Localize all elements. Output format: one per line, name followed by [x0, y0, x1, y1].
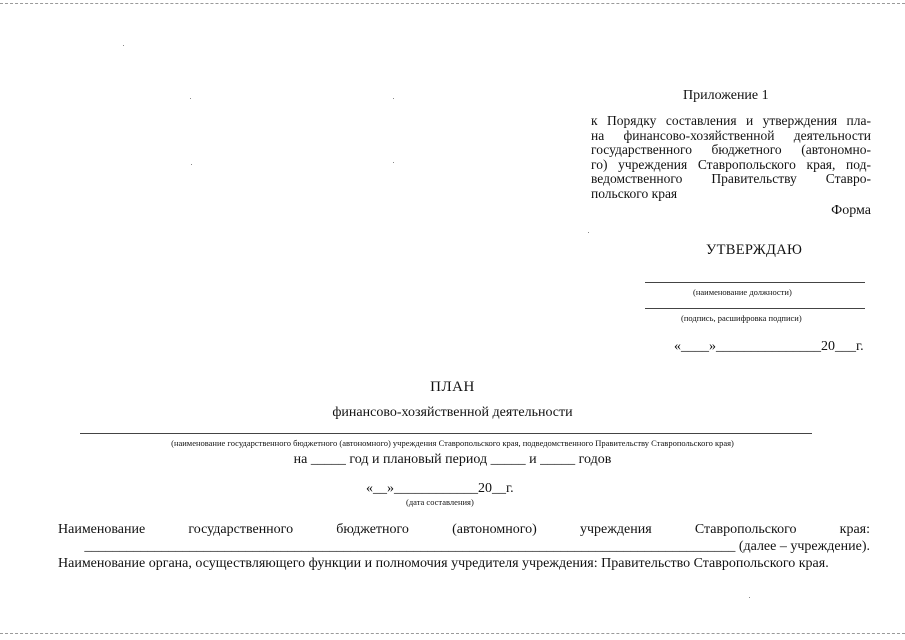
appendix-line: на финансово-хозяйственной деятельности — [591, 127, 871, 143]
compile-date-caption: (дата составления) — [406, 497, 474, 507]
appendix-line: го) учреждения Ставропольского края, под- — [591, 156, 871, 172]
appendix-line: к Порядку составления и утверждения пла- — [591, 113, 871, 128]
scan-speck — [393, 162, 394, 163]
position-caption: (наименование должности) — [693, 287, 792, 297]
scan-speck — [190, 98, 191, 99]
institution-name-label: Наименование государственного бюджетного (автономного) учреждения Ставропольского края: — [58, 522, 870, 537]
scan-edge-bottom — [0, 633, 905, 634]
scan-speck — [393, 98, 394, 99]
institution-line — [80, 433, 812, 434]
signature-caption: (подпись, расшифровка подписи) — [681, 313, 802, 323]
appendix-line: ведомственного Правительству Ставро- — [591, 171, 871, 186]
appendix-title: Приложение 1 — [683, 88, 769, 103]
scan-speck — [191, 164, 192, 165]
appendix-text — [591, 114, 871, 201]
form-label: Форма — [831, 203, 871, 218]
appendix-line: польского края — [591, 185, 678, 201]
scan-speck — [123, 45, 124, 46]
plan-title: ПЛАН — [430, 379, 475, 395]
founder-text: Наименование органа, осуществляющего функции и полномочия учредителя учреждения: Правительство Ставропольского края. — [58, 556, 829, 571]
compile-date: «__»____________20__г. — [366, 481, 514, 496]
plan-subtitle: финансово-хозяйственной деятельности — [332, 405, 573, 420]
plan-period: на _____ год и плановый период _____ и _____ годов — [293, 452, 612, 467]
position-line — [645, 282, 865, 283]
appendix-line: государственного бюджетного (автономно- — [591, 142, 871, 157]
approval-date: «____»_______________20___г. — [674, 339, 864, 354]
approval-heading: УТВЕРЖДАЮ — [706, 242, 803, 258]
institution-name-line: _____________________________________________________________________________________________ (далее – учреждение). — [84, 539, 870, 554]
signature-line — [645, 308, 865, 309]
scan-speck — [749, 597, 750, 598]
scan-speck — [588, 232, 589, 233]
institution-caption: (наименование государственного бюджетного (автономного) учреждения Ставропольского края, подведомственного Правительству Ставропольского края) — [171, 438, 734, 448]
scan-edge-top — [0, 3, 905, 4]
